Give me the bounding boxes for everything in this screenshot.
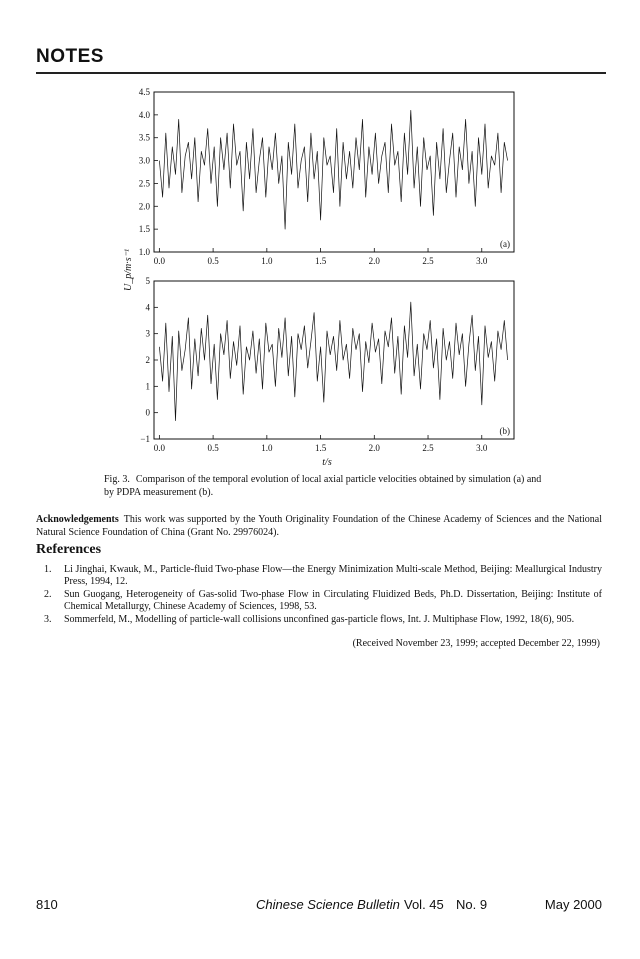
y-tick-label: 4 (145, 302, 150, 313)
received-dates: (Received November 23, 1999; accepted December 22, 1999) (352, 638, 600, 649)
figure-3 (0, 0, 640, 470)
series-line (159, 302, 507, 421)
x-tick-label: 0.0 (153, 256, 165, 266)
ack-text: This work was supported by the Youth Originality Foundation of the Chinese Academy of Sciences and the National Natural Science Foundation of China (Grant No. 29976024). (36, 514, 602, 538)
y-tick-label: 1.5 (138, 224, 150, 235)
y-tick-label: 3.5 (138, 132, 150, 143)
y-axis-label: U_p/m·s⁻¹ (123, 249, 134, 291)
x-tick-label: 1.0 (261, 256, 273, 266)
reference-item (36, 589, 602, 613)
panel-label-a: (a) (500, 239, 510, 249)
plot-frame (154, 281, 514, 439)
reference-number: 2. (44, 589, 52, 600)
volume: Vol. 45 (404, 897, 444, 912)
reference-number: 3. (44, 614, 52, 625)
x-tick-label: 3.0 (476, 443, 488, 453)
y-tick-label: 4.5 (138, 87, 150, 97)
y-tick-label: 4.0 (138, 109, 150, 120)
y-tick-label: −1 (140, 434, 150, 444)
reference-item (36, 564, 602, 588)
panel-a (139, 87, 514, 266)
y-tick-label: 3.0 (138, 155, 150, 166)
reference-text: Sommerfeld, M., Modelling of particle-wall collisions unconfined gas-particle flows, Int. J. Multiphase Flow, 1992, 18(6), 905. (64, 614, 575, 625)
ack-heading: Acknowledgements (36, 514, 119, 525)
y-tick-label: 2.0 (138, 201, 150, 212)
section-header: NOTES (36, 46, 104, 67)
reference-item (36, 614, 602, 626)
issue-date: May 2000 (544, 897, 602, 912)
x-tick-label: 2.5 (422, 256, 434, 266)
y-tick-label: 0 (145, 407, 150, 418)
x-tick-label: 1.5 (314, 256, 327, 266)
x-tick-label: 2.0 (368, 256, 380, 266)
y-tick-label: 5 (145, 276, 150, 286)
y-tick-label: 1.0 (138, 247, 150, 257)
caption-label: Fig. 3. (104, 474, 130, 485)
y-tick-label: 3 (145, 328, 150, 339)
y-tick-label: 1 (145, 381, 150, 392)
figure-caption (104, 473, 544, 499)
references-heading: References (36, 542, 102, 557)
x-tick-label: 0.5 (207, 443, 219, 453)
y-tick-label: 2.5 (138, 178, 150, 189)
issue-number: No. 9 (456, 897, 488, 912)
x-tick-label: 2.5 (422, 443, 434, 453)
reference-text: Li Jinghai, Kwauk, M., Particle-fluid Two-phase Flow—the Energy Minimization Multi-scale Method, Beijing: Meallurgical Industry Press, 1994, 12. (64, 564, 602, 587)
panel-b (140, 276, 514, 453)
plot-frame (154, 92, 514, 252)
x-tick-label: 3.0 (476, 256, 488, 266)
x-tick-label: 1.0 (261, 443, 273, 453)
x-axis-label: t/s (322, 457, 332, 468)
y-tick-label: 2 (145, 355, 150, 365)
reference-number: 1. (44, 564, 52, 575)
page-number: 810 (36, 897, 58, 912)
x-tick-label: 0.0 (153, 443, 165, 453)
x-tick-label: 1.5 (314, 443, 327, 453)
x-tick-label: 0.5 (207, 256, 219, 266)
acknowledgements (36, 513, 602, 539)
x-tick-label: 2.0 (368, 443, 380, 453)
caption-text: Comparison of the temporal evolution of local axial particle velocities obtained by simulation (a) and by PDPA measurement (b). (104, 474, 542, 498)
reference-text: Sun Guogang, Heterogeneity of Gas-solid Two-phase Flow in Circulating Fluidized Beds, Ph.D. Dissertation, Beijing: Institute of Chemical Metallurgy, Chinese Academy of Sciences, 1998, 53. (64, 589, 602, 612)
panel-label-b: (b) (499, 426, 510, 436)
references-list (36, 564, 602, 627)
page-footer (36, 897, 602, 913)
journal-name: Chinese Science Bulletin (256, 897, 400, 912)
series-line (159, 110, 507, 229)
